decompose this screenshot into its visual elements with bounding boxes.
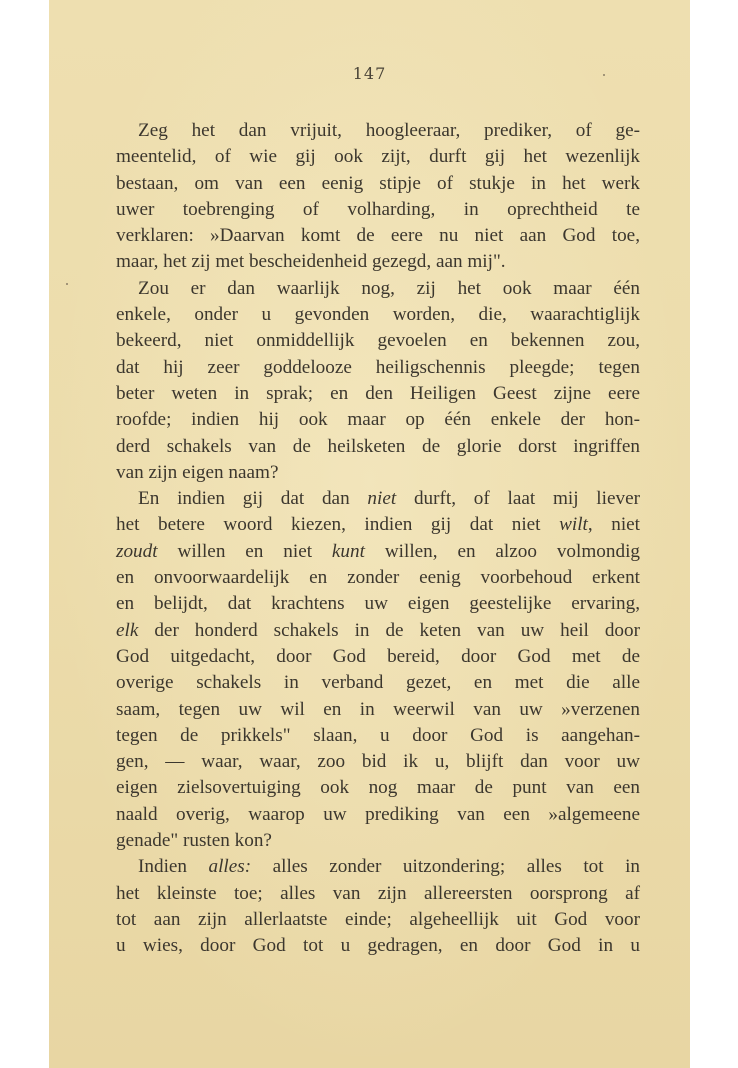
text-line: roofde; indien hij ook maar op één enkele der hon- xyxy=(116,409,640,431)
text-line: maar, het zij met bescheidenheid gezegd, aan mij". xyxy=(116,251,506,273)
text-line: genade" rusten kon? xyxy=(116,830,272,852)
text-line: u wies, door God tot u gedragen, en door God in u xyxy=(116,935,640,957)
text-line: uwer toebrenging of volharding, in oprechtheid te xyxy=(116,198,640,220)
body-text xyxy=(116,118,640,960)
text-line: verklaren: »Daarvan komt de eere nu niet aan God toe, xyxy=(116,225,640,247)
paragraph xyxy=(116,486,640,854)
text-line: bekeerd, niet onmiddellijk gevoelen en bekennen zou, xyxy=(116,330,640,352)
text-line: en onvoorwaardelijk en zonder eenig voorbehoud erkent xyxy=(116,567,640,589)
text-line xyxy=(116,539,640,565)
emphasis-text: niet xyxy=(367,488,397,510)
text-line: van zijn eigen naam? xyxy=(116,461,279,483)
text-line: dat hij zeer goddelooze heiligschennis pleegde; tegen xyxy=(116,356,640,378)
text-line: enkele, onder u gevonden worden, die, waarachtiglijk xyxy=(116,304,640,326)
text-line: eigen zielsovertuiging ook nog maar de punt van een xyxy=(116,777,640,799)
text-segment: willen en niet xyxy=(157,540,332,562)
text-segment: willen, en alzoo volmondig xyxy=(364,540,640,562)
text-line xyxy=(116,512,640,538)
text-line: saam, tegen uw wil en in weerwil van uw »verzenen xyxy=(116,698,640,720)
text-line: God uitgedacht, door God bereid, door God met de xyxy=(116,645,640,667)
text-line: Zeg het dan vrijuit, hoogleeraar, prediker, of ge- xyxy=(138,120,640,141)
emphasis-text: kunt xyxy=(331,540,365,562)
text-line: tegen de prikkels" slaan, u door God is aangehan- xyxy=(116,724,640,746)
text-line: gen, — waar, waar, zoo bid ik u, blijft dan voor uw xyxy=(116,751,640,773)
text-segment: Indien xyxy=(138,856,209,878)
speck-mark xyxy=(66,283,68,285)
emphasis-text: zoudt xyxy=(116,540,158,562)
text-line: overige schakels in verband gezet, en met die alle xyxy=(116,672,640,694)
paragraph xyxy=(116,276,640,486)
text-line: derd schakels van de heilsketen de glorie dorst ingriffen xyxy=(116,435,640,457)
text-segment: En indien gij dat dan xyxy=(138,488,368,510)
paragraph xyxy=(116,118,640,276)
emphasis-text: alles: xyxy=(208,856,252,878)
text-line: meentelid, of wie gij ook zijt, durft gij het wezenlijk xyxy=(116,146,640,168)
text-segment: durft, of laat mij liever xyxy=(396,488,640,510)
paragraph xyxy=(116,854,640,959)
text-line: bestaan, om van een eenig stipje of stukje in het werk xyxy=(116,172,640,194)
page-number: 147 xyxy=(352,64,387,83)
text-segment: , niet xyxy=(587,514,640,536)
emphasis-text: wilt xyxy=(559,514,588,536)
text-line: het kleinste toe; alles van zijn allereersten oorsprong af xyxy=(116,882,640,904)
speck-mark xyxy=(603,74,605,76)
text-line xyxy=(116,854,640,880)
emphasis-text: elk xyxy=(116,619,139,641)
text-segment: het betere woord kiezen, indien gij dat niet xyxy=(116,514,560,536)
text-line: naald overig, waarop uw prediking van een »algemeene xyxy=(116,803,640,825)
text-line: beter weten in sprak; en den Heiligen Geest zijne eere xyxy=(116,382,640,404)
text-line: Zou er dan waarlijk nog, zij het ook maar één xyxy=(138,277,640,299)
text-segment: alles zonder uitzondering; alles tot in xyxy=(251,856,640,878)
text-line xyxy=(116,486,640,512)
text-line: tot aan zijn allerlaatste einde; algeheellijk uit God voor xyxy=(116,908,640,930)
text-line xyxy=(116,618,640,644)
text-segment: der honderd schakels in de keten van uw heil door xyxy=(138,619,640,641)
scanned-page xyxy=(49,0,690,1068)
text-line: en belijdt, dat krachtens uw eigen geestelijke ervaring, xyxy=(116,593,640,615)
